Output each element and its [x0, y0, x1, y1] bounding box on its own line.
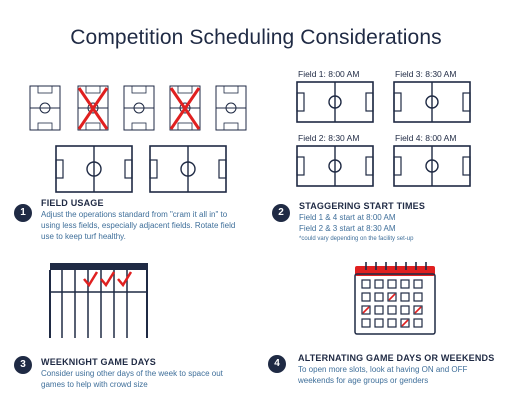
calendar-day-cell: [375, 319, 383, 327]
section-3-body: Consider using other days of the week to space out games to help with crowd size: [41, 369, 223, 389]
page-title: Competition Scheduling Considerations: [70, 26, 442, 49]
section-4-body: To open more slots, look at having ON and OFF weekends for age groups or genders: [298, 365, 468, 385]
section-2-line-1: Field 1 & 4 start at 8:00 AM: [299, 213, 396, 222]
calendar-mark: [389, 294, 395, 300]
small-field-4-crossed: [170, 86, 200, 130]
small-field-5: [216, 86, 246, 130]
calendar-day-cell: [414, 280, 422, 288]
section-4-heading: ALTERNATING GAME DAYS OR WEEKENDS: [298, 353, 495, 363]
weeknight-grid-icon: [50, 263, 148, 338]
section-1-heading: FIELD USAGE: [41, 198, 104, 208]
field-1-label: Field 1: 8:00 AM: [298, 69, 360, 79]
section-2-line-2: Field 2 & 3 start at 8:30 AM: [299, 224, 396, 233]
calendar-mark: [363, 307, 369, 313]
calendar-day-cell: [401, 280, 409, 288]
section-1-body: Adjust the operations standard from "cram it all in" to using less fields, especially adjacent fields. Rotate field use to keep turf healthy.: [41, 210, 236, 241]
section-3-badge: 3: [14, 356, 32, 374]
field-2-label: Field 2: 8:30 AM: [298, 133, 360, 143]
stagger-field-3: [394, 82, 470, 122]
calendar-day-cell: [388, 306, 396, 314]
calendar-day-cell: [362, 293, 370, 301]
large-field-right: [150, 146, 226, 192]
stagger-field-4: [394, 146, 470, 186]
large-field-left: [56, 146, 132, 192]
calendar-day-cell: [362, 306, 370, 314]
section-2-badge: 2: [272, 204, 290, 222]
small-field-3: [124, 86, 154, 130]
section-1-badge: 1: [14, 204, 32, 222]
section-2-note: *could vary depending on the facility set-up: [299, 236, 414, 242]
section-2-heading: STAGGERING START TIMES: [299, 201, 426, 211]
stagger-field-2: [297, 146, 373, 186]
calendar-day-cell: [414, 306, 422, 314]
checkmark-icons: [84, 272, 131, 285]
section-3-heading: WEEKNIGHT GAME DAYS: [41, 357, 156, 367]
small-field-2-crossed: [78, 86, 108, 130]
field-4-label: Field 4: 8:00 AM: [395, 133, 457, 143]
calendar-day-cell: [401, 293, 409, 301]
calendar-day-cell: [375, 293, 383, 301]
calendar-day-cell: [375, 280, 383, 288]
calendar-day-cell: [388, 293, 396, 301]
stagger-field-1: [297, 82, 373, 122]
calendar-mark: [402, 320, 408, 326]
small-field-1: [30, 86, 60, 130]
field-3-label: Field 3: 8:30 AM: [395, 69, 457, 79]
calendar-mark: [415, 307, 421, 313]
calendar-day-cell: [388, 319, 396, 327]
calendar-day-cell: [375, 306, 383, 314]
calendar-day-cell: [414, 319, 422, 327]
calendar-day-cell: [401, 306, 409, 314]
calendar-day-cell: [388, 280, 396, 288]
calendar-day-cell: [414, 293, 422, 301]
calendar-icon: [355, 262, 435, 334]
calendar-day-cell: [362, 319, 370, 327]
section-4-badge: 4: [268, 355, 286, 373]
calendar-day-cell: [401, 319, 409, 327]
calendar-day-cell: [362, 280, 370, 288]
